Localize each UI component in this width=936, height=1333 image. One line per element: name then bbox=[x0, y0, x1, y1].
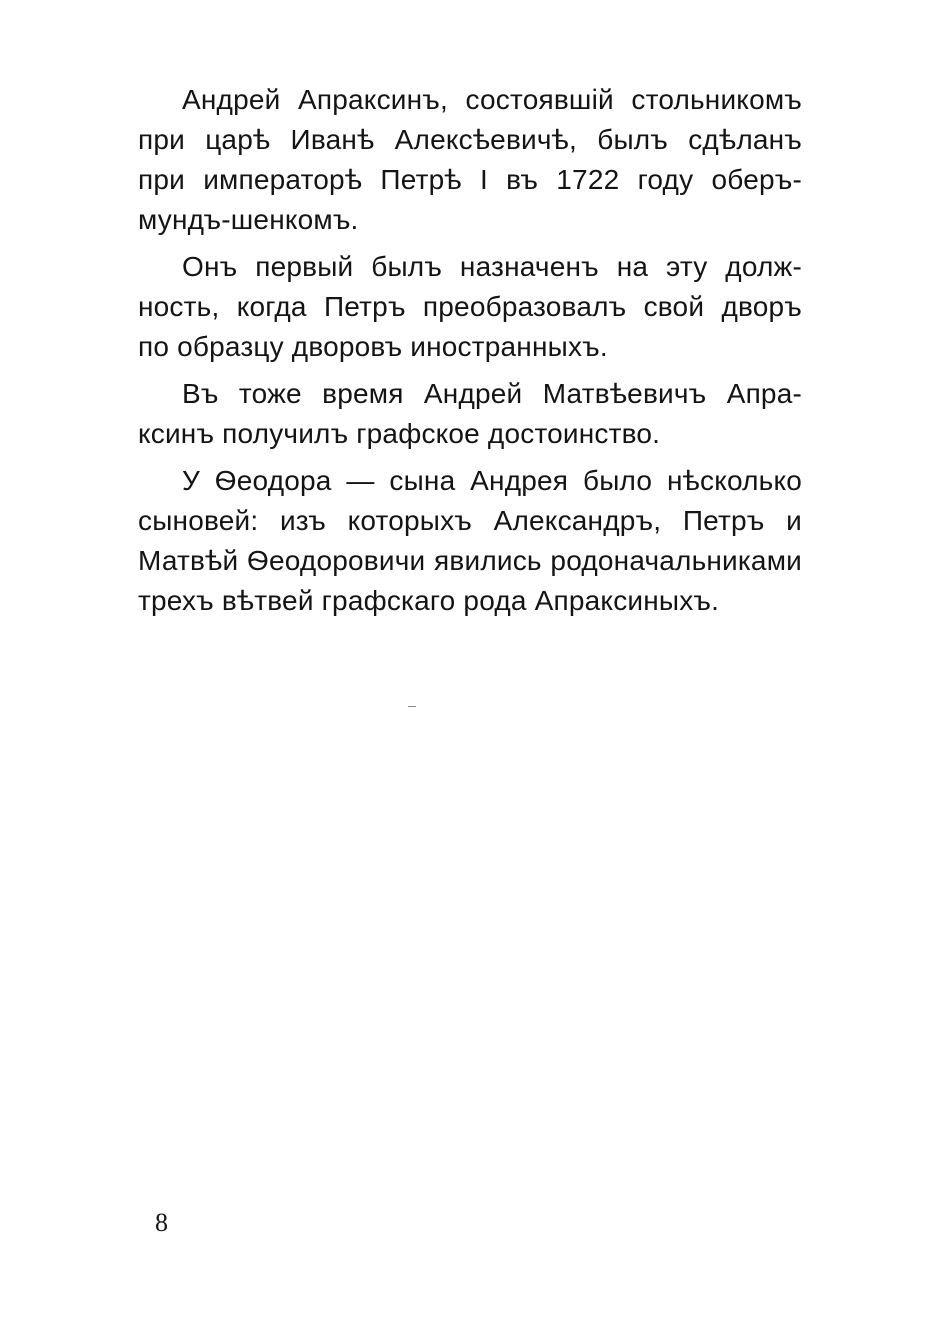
text-line: ность, когда Петръ преобразовалъ свой дворъ bbox=[138, 291, 802, 322]
text-line: трехъ вѣтвей графскаго рода Апраксиныхъ. bbox=[138, 585, 720, 616]
text-line: Въ тоже время Андрей Матвѣевичъ Апра- bbox=[182, 378, 802, 409]
paragraph-1 bbox=[138, 80, 802, 240]
text-line: ксинъ получилъ графское достоинство. bbox=[138, 418, 661, 449]
print-mark bbox=[408, 706, 416, 707]
text-line: Андрей Апраксинъ, состоявшій стольникомъ bbox=[182, 84, 802, 115]
text-line: при царѣ Иванѣ Алексѣевичѣ, былъ сдѣланъ bbox=[138, 124, 802, 155]
text-line: при императорѣ Петрѣ I въ 1722 году оберъ- bbox=[138, 164, 802, 195]
text-line: мундъ-шенкомъ. bbox=[138, 204, 359, 235]
text-line: Онъ первый былъ назначенъ на эту долж- bbox=[182, 251, 802, 282]
paragraph-4 bbox=[138, 461, 802, 621]
text-line: по образцу дворовъ иностранныхъ. bbox=[138, 331, 608, 362]
text-line: сыновей: изъ которыхъ Александръ, Петръ и bbox=[138, 505, 802, 536]
text-line: Матвѣй Ѳеодоровичи явились родоначальниками bbox=[138, 545, 802, 576]
paragraph-2 bbox=[138, 247, 802, 367]
paragraph-3 bbox=[138, 374, 802, 454]
body-text bbox=[138, 80, 802, 628]
page-number: 8 bbox=[155, 1208, 168, 1237]
text-line: У Ѳеодора — сына Андрея было нѣсколько bbox=[182, 465, 802, 496]
